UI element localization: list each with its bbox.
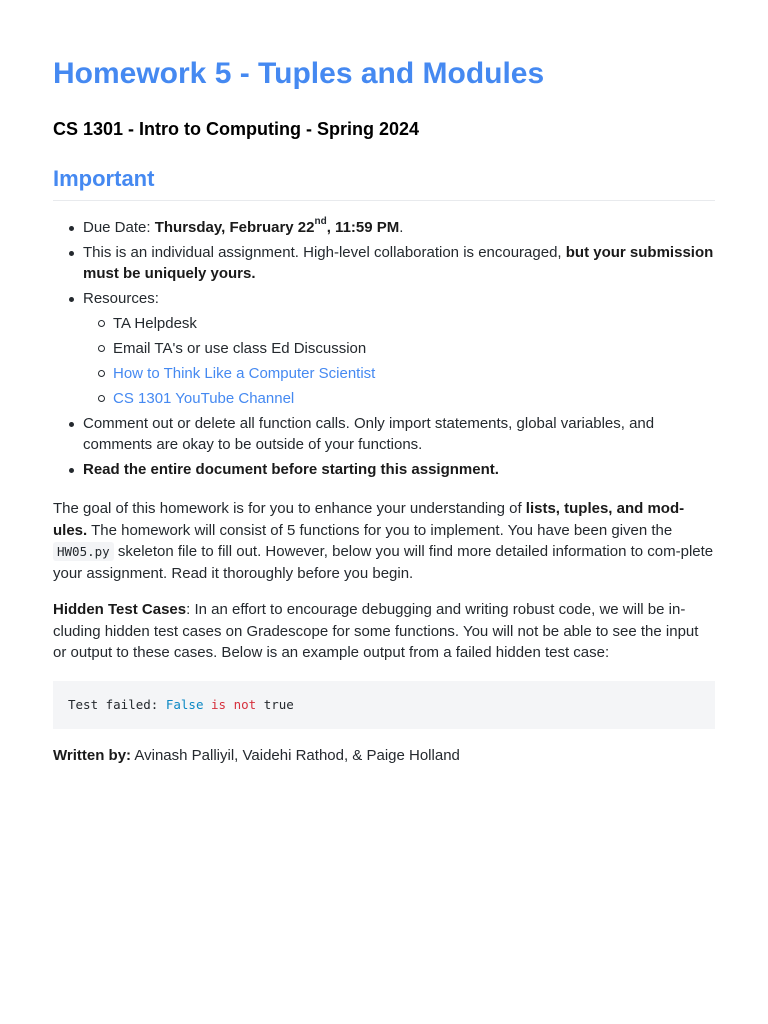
resource-email-ta: Email TA's or use class Ed Discussion xyxy=(83,338,715,359)
list-item-read-entire: Read the entire document before starting this assignment. xyxy=(53,459,715,480)
bullet-icon xyxy=(69,251,74,256)
list-item-individual: This is an individual assignment. High-level collaboration is encouraged, but your submission must be uniquely yours. xyxy=(53,242,715,284)
circle-bullet-icon xyxy=(98,370,105,377)
bullet-icon xyxy=(69,297,74,302)
circle-bullet-icon xyxy=(98,345,105,352)
resource-youtube-channel xyxy=(83,388,715,409)
bullet-icon xyxy=(69,422,74,427)
code-example-block: Test failed: False is not true xyxy=(53,681,715,729)
bullet-icon xyxy=(69,226,74,231)
list-item-resources: Resources: TA Helpdesk Email TA's or use class Ed Discussion How to Think Like a Computer Scientist CS 1301 YouTube Channel xyxy=(53,288,715,409)
course-subtitle: CS 1301 - Intro to Computing - Spring 2024 xyxy=(53,119,420,139)
list-item-due-date: Due Date: Thursday, February 22nd, 11:59 PM. xyxy=(53,217,715,238)
important-heading: Important xyxy=(53,140,715,201)
link-youtube-channel[interactable]: CS 1301 YouTube Channel xyxy=(113,390,295,407)
goal-paragraph: The goal of this homework is for you to enhance your understanding of lists, tuples, and mod-ules. The homework will consist of 5 functions for you to implement. You have been given the HW05.py skeleton file to fill out. However, below you will find more detailed information to com-plete your assignment. Read it thoroughly before you begin. xyxy=(53,500,714,582)
bullet-icon xyxy=(69,468,74,473)
page-title: Homework 5 - Tuples and Modules xyxy=(53,57,545,90)
hidden-test-cases-paragraph: Hidden Test Cases: In an effort to encourage debugging and writing robust code, we will be in-cluding hidden test cases on Gradescope for some functions. You will not be able to see the input or output to these cases. Below is an example output from a failed hidden test case: xyxy=(53,601,699,661)
list-item-comment-out: Comment out or delete all function calls. Only import statements, global variables, and comments are okay to be outside of your functions. xyxy=(53,413,715,455)
circle-bullet-icon xyxy=(98,320,105,327)
resource-think-like-cs xyxy=(83,363,715,384)
important-list xyxy=(53,201,715,480)
resources-sublist xyxy=(83,313,715,409)
resource-ta-helpdesk: TA Helpdesk xyxy=(83,313,715,334)
circle-bullet-icon xyxy=(98,395,105,402)
link-think-like-cs[interactable]: How to Think Like a Computer Scientist xyxy=(113,365,376,382)
written-by: Written by: Avinash Palliyil, Vaidehi Rathod, & Paige Holland xyxy=(53,746,460,764)
skeleton-filename: HW05.py xyxy=(53,542,114,561)
